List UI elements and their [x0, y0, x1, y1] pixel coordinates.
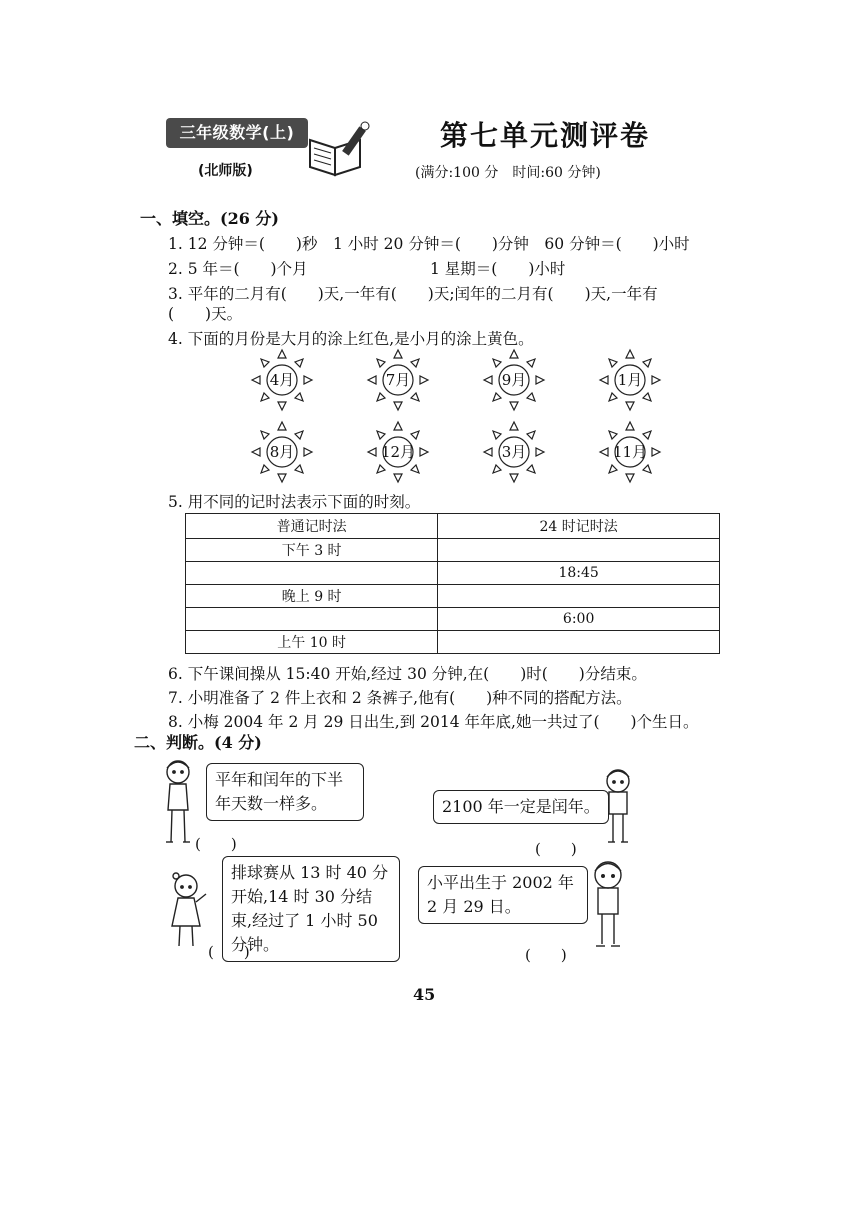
- score-time-info: (满分:100 分 时间:60 分钟): [415, 165, 601, 181]
- speech-bubble-2: 2100 年一定是闰年。: [433, 790, 609, 824]
- table-cell-answer[interactable]: [438, 585, 720, 608]
- table-row: [186, 585, 720, 608]
- table-cell: 下午 3 时: [186, 539, 438, 562]
- question-1: 1. 12 分钟＝( )秒 1 小时 20 分钟＝( )分钟 60 分钟＝( )小时: [168, 235, 690, 253]
- speech-bubble-1: 平年和闰年的下半年天数一样多。: [206, 763, 364, 821]
- month-sun-december[interactable]: [366, 420, 430, 484]
- question-5: 5. 用不同的记时法表示下面的时刻。: [168, 493, 421, 511]
- month-sun-july[interactable]: [366, 348, 430, 412]
- column-header: 24 时记时法: [438, 514, 720, 539]
- month-sun-september[interactable]: [482, 348, 546, 412]
- grade-badge: 三年级数学(上): [166, 118, 308, 148]
- table-header-row: [186, 514, 720, 539]
- table-cell-answer[interactable]: [186, 608, 438, 631]
- table-row: [186, 631, 720, 654]
- column-header: 普通记时法: [186, 514, 438, 539]
- question-2b: 1 星期＝( )小时: [430, 260, 566, 278]
- question-3b: ( )天。: [168, 305, 243, 323]
- question-2a: 2. 5 年＝( )个月: [168, 260, 308, 278]
- month-label: 7月: [385, 371, 411, 389]
- page-number: 45: [413, 985, 436, 1004]
- answer-paren-2[interactable]: ( ): [535, 840, 577, 858]
- month-label: 9月: [501, 371, 527, 389]
- month-sun-january[interactable]: [598, 348, 662, 412]
- table-cell-answer[interactable]: [438, 631, 720, 654]
- answer-paren-3[interactable]: ( ): [208, 943, 250, 961]
- month-sun-november[interactable]: [598, 420, 662, 484]
- boy-figure-icon: [586, 860, 630, 954]
- book-pen-icon: [305, 120, 375, 180]
- table-cell: 上午 10 时: [186, 631, 438, 654]
- speech-bubble-4: 小平出生于 2002 年 2 月 29 日。: [418, 866, 588, 924]
- section1-title: 一、填空。(26 分): [140, 209, 279, 228]
- question-8: 8. 小梅 2004 年 2 月 29 日出生,到 2014 年年底,她一共过了( )个生日。: [168, 713, 699, 731]
- table-cell: 18:45: [438, 562, 720, 585]
- month-label: 4月: [269, 371, 295, 389]
- month-label: 1月: [617, 371, 643, 389]
- table-cell: 晚上 9 时: [186, 585, 438, 608]
- table-cell-answer[interactable]: [186, 562, 438, 585]
- edition-label: (北师版): [198, 163, 253, 179]
- question-7: 7. 小明准备了 2 件上衣和 2 条裤子,他有( )种不同的搭配方法。: [168, 689, 632, 707]
- month-sun-august[interactable]: [250, 420, 314, 484]
- table-cell: 6:00: [438, 608, 720, 631]
- month-label: 8月: [269, 443, 295, 461]
- month-label: 11月: [612, 443, 648, 461]
- answer-paren-4[interactable]: ( ): [525, 946, 567, 964]
- table-row: [186, 539, 720, 562]
- month-label: 3月: [501, 443, 527, 461]
- girl-figure-icon: [158, 758, 198, 848]
- month-sun-march[interactable]: [482, 420, 546, 484]
- table-row: [186, 608, 720, 631]
- question-4: 4. 下面的月份是大月的涂上红色,是小月的涂上黄色。: [168, 330, 534, 348]
- answer-paren-1[interactable]: ( ): [195, 835, 237, 853]
- table-cell-answer[interactable]: [438, 539, 720, 562]
- boy-figure-icon: [598, 768, 638, 848]
- question-6: 6. 下午课间操从 15:40 开始,经过 30 分钟,在( )时( )分结束。: [168, 665, 647, 683]
- time-notation-table: [185, 513, 720, 654]
- table-row: [186, 562, 720, 585]
- girl-figure-icon: [162, 872, 212, 952]
- month-label: 12月: [380, 443, 416, 461]
- page-title: 第七单元测评卷: [440, 119, 651, 152]
- month-sun-april[interactable]: [250, 348, 314, 412]
- question-3a: 3. 平年的二月有( )天,一年有( )天;闰年的二月有( )天,一年有: [168, 285, 658, 303]
- section2-title: 二、判断。(4 分): [134, 733, 262, 752]
- speech-bubble-3: 排球赛从 13 时 40 分开始,14 时 30 分结束,经过了 1 小时 50 分钟。: [222, 856, 400, 962]
